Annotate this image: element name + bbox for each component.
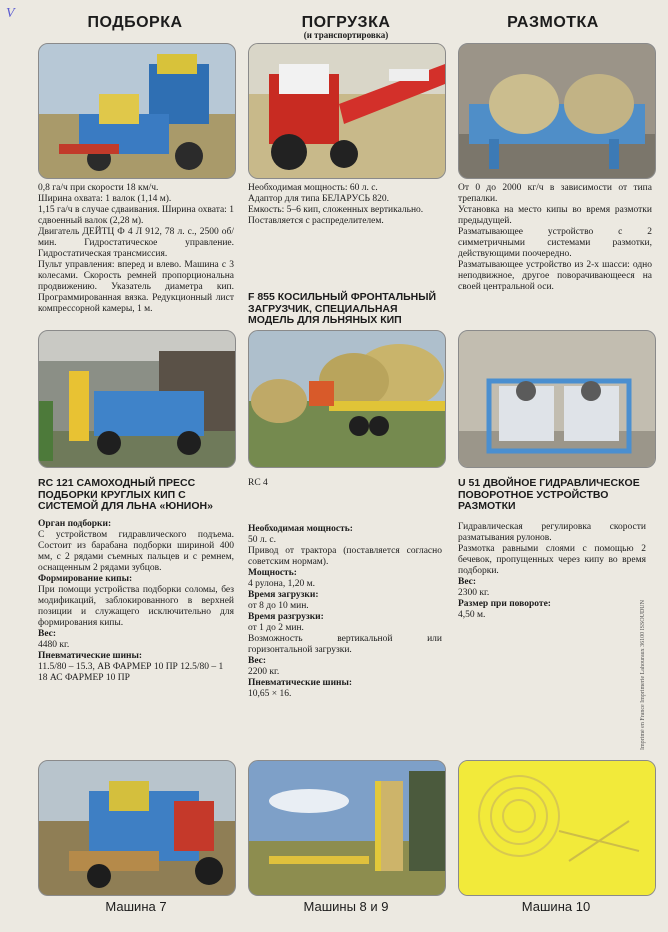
photo-machine-10 [458, 760, 656, 896]
spec-heading: Время загрузки: [248, 590, 319, 600]
text-line: Поставляется с распределителем. [248, 216, 384, 226]
spec-text: от 8 до 10 мин. [248, 601, 309, 611]
spec-text: При помощи устройства подборки соломы, без модификаций, заблокированного в верхней позиции и служащего исключительно для формирования кипы. [38, 585, 234, 628]
text-unwinding-specs [458, 183, 652, 293]
spec-text: от 1 до 2 мин. [248, 623, 304, 633]
title-f855: F 855 КОСИЛЬНЫЙ ФРОНТАЛЬНЫЙ ЗАГРУЗЧИК, СПЕЦИАЛЬНАЯ МОДЕЛЬ ДЛЯ ЛЬНЯНЫХ КИП [248, 291, 437, 326]
text-line: Необходимая мощность: 60 л. с. [248, 183, 378, 193]
spec-text: Размотка равными слоями с помощью 2 бечевок, пропущенных через кипу во время подборки. [458, 544, 646, 576]
spec-heading: Время разгрузки: [248, 612, 324, 622]
spec-text: Возможность вертикальной или горизонтальной загрузки. [248, 634, 442, 655]
spec-text: 10,65 × 16. [248, 689, 292, 699]
text-line: 1,15 га/ч в случае сдваивания. Ширина охвата: 1 сдвоенный валок (2,28 м). [38, 205, 234, 226]
spec-heading: Вес: [248, 656, 267, 666]
spec-heading: Пневматические шины: [248, 678, 353, 688]
title-rc121: RC 121 САМОХОДНЫЙ ПРЕСС ПОДБОРКИ КРУГЛЫХ КИП С СИСТЕМОЙ ДЛЯ ЛЬНА «ЮНИОН» [38, 477, 213, 512]
spec-text: Гидравлическая регулировка скорости разматывания рулонов. [458, 522, 646, 543]
title-u51: U 51 ДВОЙНОЕ ГИДРАВЛИЧЕСКОЕ ПОВОРОТНОЕ УСТРОЙСТВО РАЗМОТКИ [458, 477, 640, 512]
column-heading-loading: ПОГРУЗКА [301, 14, 391, 31]
text-line: От 0 до 2000 кг/ч в зависимости от типа трепалки. [458, 183, 652, 204]
handwritten-mark: V [6, 6, 15, 21]
spec-text: Привод от трактора (поставляется согласно советским нормам). [248, 546, 442, 567]
photo-bale-trailer [248, 330, 446, 468]
text-line: 0,8 га/ч при скорости 18 км/ч. [38, 183, 159, 193]
spec-text: 2300 кг. [458, 588, 490, 598]
text-line: Ширина охвата: 1 валок (1,14 м). [38, 194, 172, 204]
column-heading-unwinding: РАЗМОТКА [507, 14, 599, 31]
specs-rc121 [38, 519, 234, 684]
spec-heading: Вес: [38, 629, 57, 639]
spec-heading: Необходимая мощность: [248, 524, 353, 534]
printer-imprint: Imprimé en France Imprimerie Lahouraux 36100 ISSOUDUN [640, 600, 646, 750]
spec-heading: Размер при повороте: [458, 599, 551, 609]
spec-text: С устройством гидравлического подъема. Состоит из барабана подборки шириной 400 мм, с 2 рядами съемных пальцев и с ремнем, оснащенным 2 рядами зубцов. [38, 530, 234, 573]
spec-heading: Вес: [458, 577, 477, 587]
spec-text: 4480 кг. [38, 640, 70, 650]
spec-heading: Пневматические шины: [38, 651, 143, 661]
caption-machine-10: Машина 10 [521, 899, 591, 914]
caption-machines-8-9: Машины 8 и 9 [303, 899, 389, 914]
photo-baler-pickup [38, 43, 236, 179]
text-line: Емкость: 5–6 кип, сложенных вертикально. [248, 205, 424, 215]
text-loading-specs [248, 183, 442, 227]
text-line: Установка на место кипы во время размотки предыдущей. [458, 205, 652, 226]
text-line: Адаптор для типа БЕЛАРУСЬ 820. [248, 194, 390, 204]
spec-heading: Формирование кипы: [38, 574, 133, 584]
photo-self-propelled-baler [38, 330, 236, 468]
specs-rc4 [248, 524, 442, 700]
label-rc4: RC 4 [248, 478, 268, 488]
caption-machine-7: Машина 7 [105, 899, 167, 914]
spec-heading: Мощность: [248, 568, 297, 578]
spec-text: 4,50 м. [458, 610, 486, 620]
text-line: Двигатель ДЕЙТЦ Ф 4 Л 912, 78 л. с., 2500 об/мин. Гидростатическое управление. Гидростатическая трансмиссия. [38, 227, 234, 259]
specs-u51 [458, 522, 646, 621]
spec-text: 11.5/80 – 15.3, АВ ФАРМЕР 10 ПР 12.5/80 – 1 18 АС ФАРМЕР 10 ПР [38, 662, 224, 683]
photo-machine-7 [38, 760, 236, 896]
column-heading-pickup: ПОДБОРКА [87, 14, 183, 31]
photo-tractor-loader [248, 43, 446, 179]
spec-text: 4 рулона, 1,20 м. [248, 579, 316, 589]
photo-unwinding-device [458, 43, 656, 179]
photo-machine-8-9 [248, 760, 446, 896]
text-line: Разматывающее устройство с 2 симметричными системами размотки, действующими поочередно. [458, 227, 652, 259]
spec-text: 50 л. с. [248, 535, 276, 545]
spec-text: 2200 кг. [248, 667, 280, 677]
text-pickup-specs [38, 183, 234, 315]
text-line: Пульт управления: вперед и влево. Машина с 3 колесами. Скорость ремней пропорциональна продвижению. Указатель диаметра кип. Программированная вязка. Редукционный лист компрессорной камеры, 1 м. [38, 260, 234, 314]
column-subheading-loading: (и транспортировка) [303, 30, 389, 40]
text-line: Разматывающее устройство из 2-х шасси: одно неподвижное, другое поворачивающееся на своей центральной оси. [458, 260, 652, 292]
spec-heading: Орган подборки: [38, 519, 112, 529]
photo-double-unwinder [458, 330, 656, 468]
